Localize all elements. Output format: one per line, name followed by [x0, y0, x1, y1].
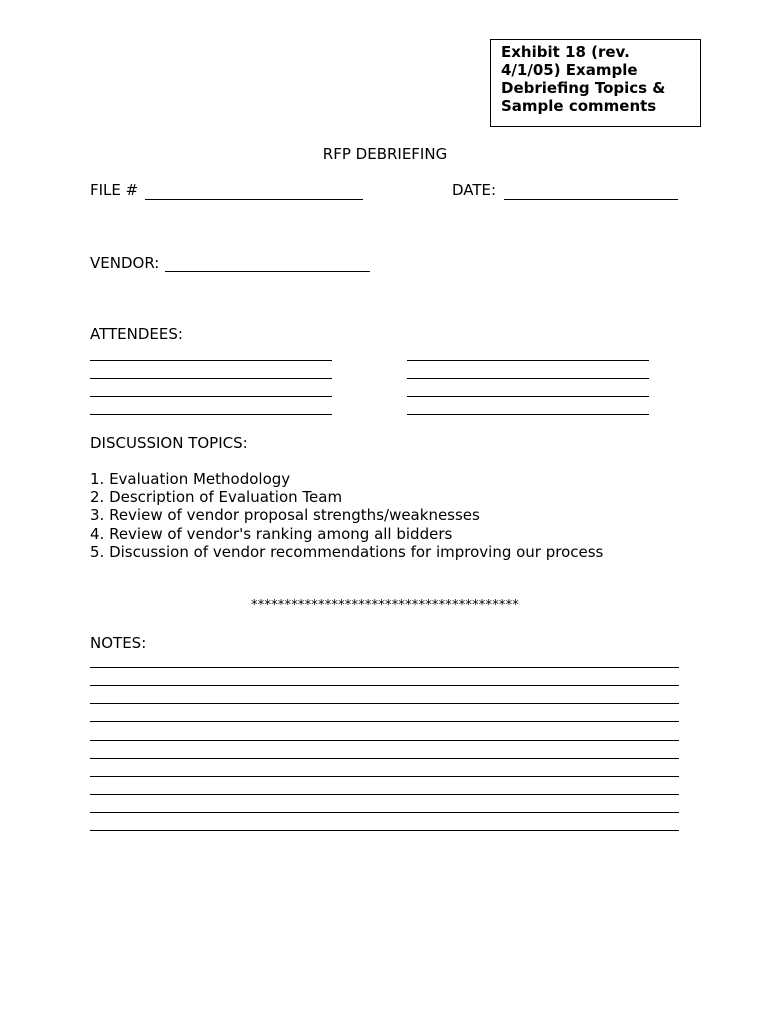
notes-line[interactable] — [90, 776, 679, 777]
topic-item: 4. Review of vendor's ranking among all bidders — [90, 524, 453, 543]
attendees-label: ATTENDEES: — [90, 325, 183, 343]
file-number-line[interactable] — [145, 199, 363, 200]
file-number-label: FILE # — [90, 181, 139, 199]
notes-line[interactable] — [90, 794, 679, 795]
date-line[interactable] — [504, 199, 678, 200]
page-title: RFP DEBRIEFING — [322, 145, 448, 163]
notes-line[interactable] — [90, 758, 679, 759]
topic-item: 2. Description of Evaluation Team — [90, 488, 343, 507]
vendor-line[interactable] — [165, 271, 370, 272]
attendee-line[interactable] — [90, 396, 332, 397]
discussion-topics-heading: DISCUSSION TOPICS: — [90, 434, 248, 452]
topic-item: 3. Review of vendor proposal strengths/weaknesses — [90, 506, 480, 525]
attendee-line[interactable] — [90, 378, 332, 379]
exhibit-box — [490, 39, 701, 127]
notes-line[interactable] — [90, 740, 679, 741]
discussion-topics-list — [90, 470, 603, 561]
notes-heading: NOTES: — [90, 634, 147, 652]
attendee-line[interactable] — [407, 378, 649, 379]
date-label: DATE: — [452, 181, 497, 199]
notes-line[interactable] — [90, 703, 679, 704]
exhibit-label: Exhibit 18 (rev. 4/1/05) Example Debriefing Topics & Sample comments — [501, 43, 666, 115]
notes-line[interactable] — [90, 721, 679, 722]
notes-line[interactable] — [90, 667, 679, 668]
attendee-line[interactable] — [407, 396, 649, 397]
notes-line[interactable] — [90, 812, 679, 813]
vendor-label: VENDOR: — [90, 254, 160, 272]
attendee-line[interactable] — [407, 414, 649, 415]
attendee-line[interactable] — [90, 360, 332, 361]
topic-item: 1. Evaluation Methodology — [90, 470, 291, 488]
topic-item: 5. Discussion of vendor recommendations for improving our process — [90, 542, 604, 561]
section-separator: **************************************** — [251, 598, 519, 613]
notes-line[interactable] — [90, 830, 679, 831]
attendee-line[interactable] — [407, 360, 649, 361]
attendee-line[interactable] — [90, 414, 332, 415]
notes-line[interactable] — [90, 685, 679, 686]
